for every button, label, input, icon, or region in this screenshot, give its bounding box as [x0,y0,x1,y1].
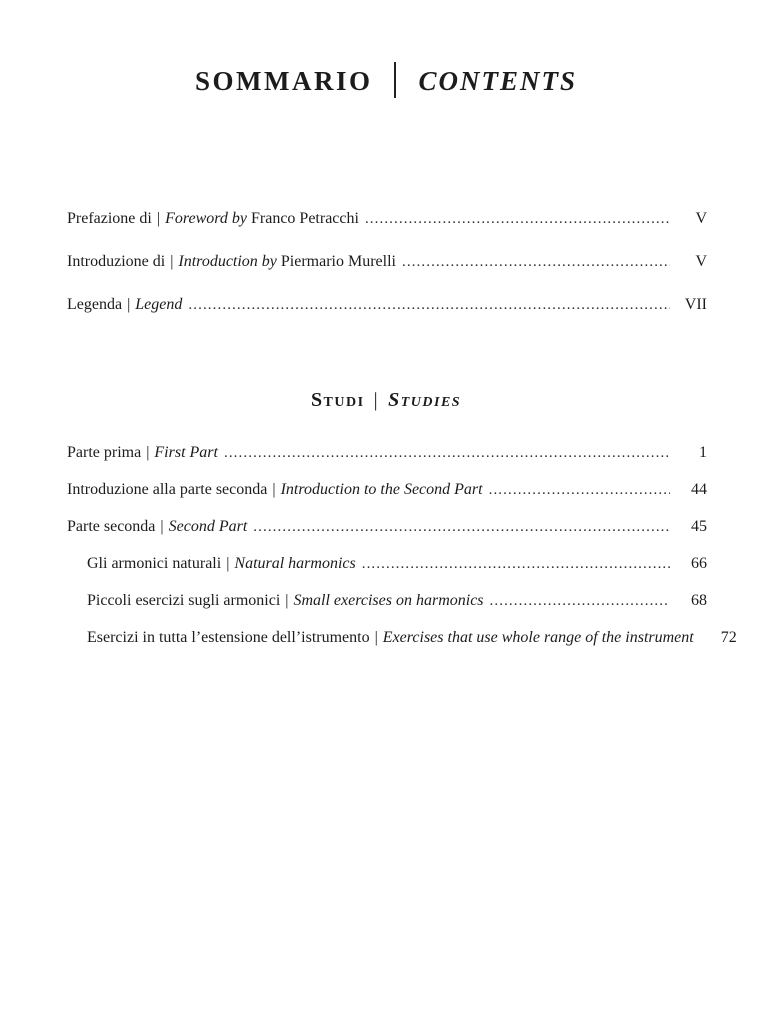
entry-separator: | [170,253,174,270]
toc-entry [87,628,737,648]
toc-entry [67,480,707,500]
entry-label-italian: Introduzione alla parte seconda [67,481,268,498]
entry-label-italian: Introduzione di [67,253,166,270]
entry-label [67,517,247,536]
studies-heading-italian: Studi [310,389,365,411]
entry-label-italian: Parte prima [67,444,142,461]
toc-entry [87,554,707,574]
entry-separator: | [156,210,161,227]
entry-label [87,591,484,610]
entry-separator: | [226,555,230,572]
dot-leader [188,296,670,315]
entry-label-english: Foreword by [165,210,247,227]
entry-label-italian: Prefazione di [67,210,152,227]
entry-page-number: VII [684,296,707,313]
entry-label [67,443,218,462]
entry-page-number: 66 [691,555,707,572]
entry-label-english: Exercises that use whole range of the instrument [382,629,694,646]
entry-label-english: Introduction to the Second Part [280,481,483,498]
entry-label-italian: Gli armonici naturali [87,555,222,572]
entry-page-number: 44 [691,481,707,498]
entry-label-italian: Parte seconda [67,518,156,535]
dot-leader [402,253,670,272]
toc-entry [67,209,707,229]
toc-entry [67,443,707,463]
entry-label-english: First Part [154,444,218,461]
dot-leader [224,444,670,463]
entry-suffix: Piermario Murelli [280,253,396,270]
entry-label-english: Small exercises on harmonics [293,592,484,609]
entry-page-number: 68 [691,592,707,609]
entry-separator: | [127,296,131,313]
entry-label-english: Second Part [168,518,248,535]
toc-entry [87,591,707,611]
entry-page-number: V [695,210,707,227]
toc-entry [67,295,707,315]
entry-label-english: Natural harmonics [234,555,356,572]
dot-leader [362,555,670,574]
dot-leader [489,481,670,500]
studies-list [67,443,737,648]
entry-label [87,554,356,573]
toc-entry [67,517,707,537]
title-separator-bar [394,62,396,98]
entry-separator: | [160,518,164,535]
dot-leader [365,210,670,229]
entry-separator: | [285,592,289,609]
entry-label-english: Legend [135,296,183,313]
entry-page-number: V [695,253,707,270]
entry-page-number: 72 [720,629,737,646]
entry-label [67,295,182,314]
entry-label [87,628,694,647]
studies-heading-separator: | [373,389,380,411]
entry-label-italian: Esercizi in tutta l’estensione dell’istrumento [87,629,370,646]
front-matter-list [67,209,707,315]
toc-entry [67,252,707,272]
studies-section-heading [0,387,772,413]
entry-label-italian: Piccoli esercizi sugli armonici [87,592,281,609]
page-title-italian: SOMMARIO [194,66,373,96]
entry-label-italian: Legenda [67,296,123,313]
entry-page-number: 45 [691,518,707,535]
dot-leader [490,592,670,611]
entry-separator: | [374,629,378,646]
entry-label [67,209,359,228]
entry-label [67,480,483,499]
entry-separator: | [272,481,276,498]
studies-heading-english: Studies [388,389,462,411]
page-title [0,0,772,104]
entry-label [67,252,396,271]
entry-suffix: Franco Petracchi [250,210,359,227]
dot-leader [253,518,670,537]
page-title-english: CONTENTS [418,66,577,96]
entry-page-number: 1 [699,444,707,461]
entry-label-english: Introduction by [178,253,277,270]
entry-separator: | [146,444,150,461]
